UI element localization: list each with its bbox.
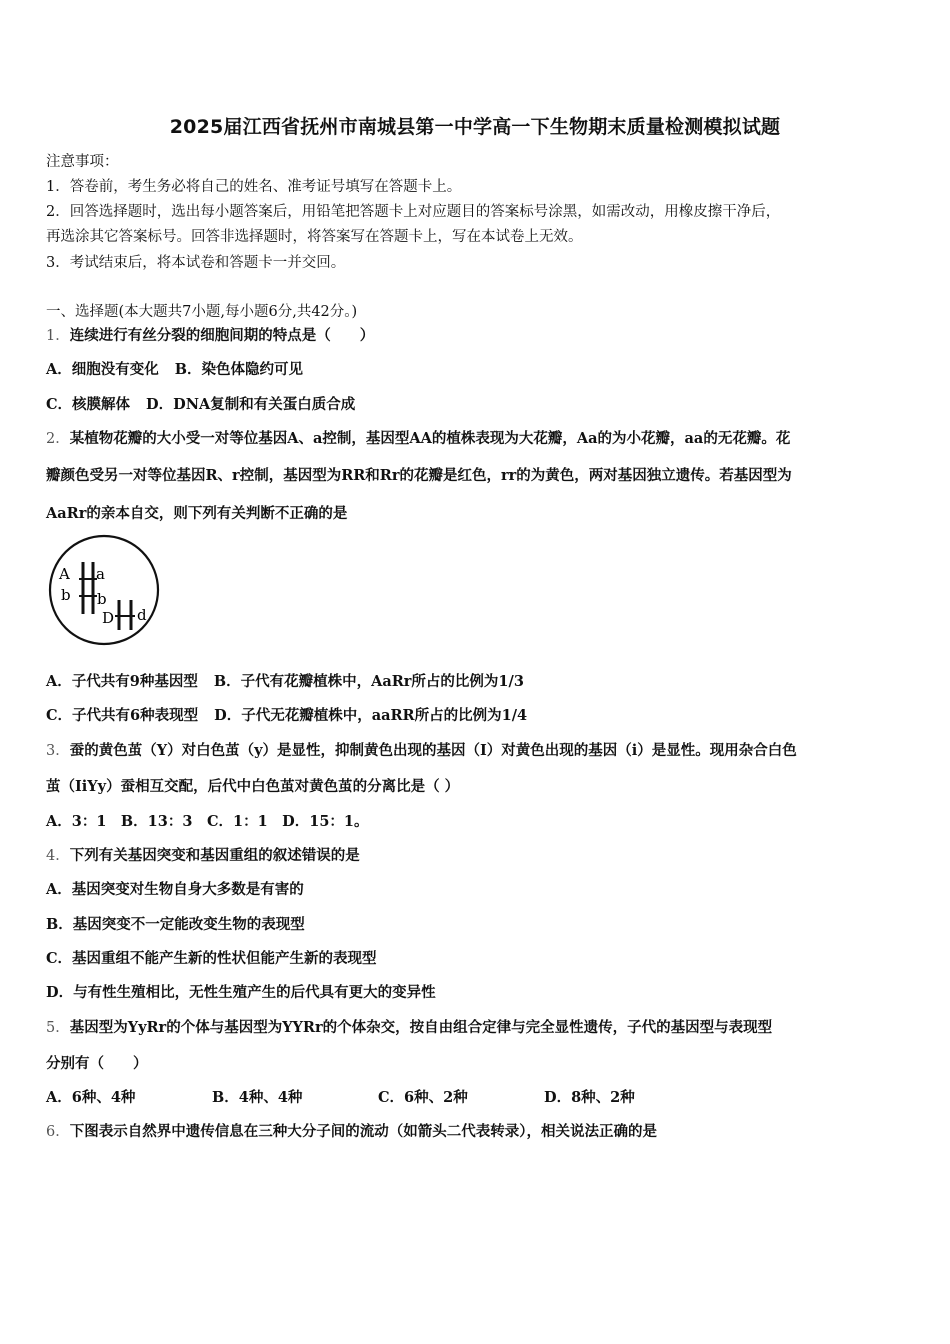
question-5-line-2: 分别有（ ）: [46, 1055, 148, 1072]
question-3: [46, 741, 916, 761]
option-d: D．子代无花瓣植株中，aaRR所占的比例为1/4: [214, 707, 528, 724]
option-b: B．子代有花瓣植株中，AaRr所占的比例为1/3: [213, 673, 524, 690]
question-3-line-2: 茧（IiYy）蚕相互交配，后代中白色茧对黄色茧的分离比是（ ）: [46, 778, 460, 795]
question-text: 下列有关基因突变和基因重组的叙述错误的是: [69, 847, 360, 864]
option-b: B．4种、4种: [212, 1089, 303, 1106]
question-2: [46, 429, 916, 449]
question-text-line-1: 某植物花瓣的大小受一对等位基因A、a控制，基因型AA的植株表现为大花瓣，Aa的为小花瓣，aa的无花瓣。花: [69, 430, 791, 447]
gene-label-a: a: [96, 565, 105, 583]
question-number: 6．: [46, 1124, 70, 1140]
question-number: 5．: [46, 1020, 70, 1036]
notice-item-1: 1．答卷前，考生务必将自己的姓名、准考证号填写在答题卡上。: [46, 179, 462, 195]
question-4-option-c: C．基因重组不能产生新的性状但能产生新的表现型: [46, 950, 377, 967]
question-number: 1．: [46, 328, 70, 344]
option-b: B．染色体隐约可见: [174, 361, 304, 378]
question-2-line-2: 瓣颜色受另一对等位基因R、r控制，基因型为RR和Rr的花瓣是红色，rr的为黄色，两对基因独立遗传。若基因型为: [46, 467, 792, 484]
question-text: 下图表示自然界中遗传信息在三种大分子间的流动（如箭头二代表转录），相关说法正确的是: [69, 1123, 657, 1140]
question-4-option-d: D．与有性生殖相比，无性生殖产生的后代具有更大的变异性: [46, 984, 436, 1001]
question-5-options: [46, 1088, 916, 1108]
option-c: C．子代共有6种表现型: [46, 707, 199, 724]
chromosome-diagram: [46, 534, 164, 646]
question-2-options-row-1: [46, 672, 916, 692]
page-title: 2025届江西省抚州市南城县第一中学高一下生物期末质量检测模拟试题: [169, 116, 781, 138]
question-4-option-a: A．基因突变对生物自身大多数是有害的: [46, 881, 304, 898]
notice-item-2-cont: 再选涂其它答案标号。回答非选择题时，将答案写在答题卡上，写在本试卷上无效。: [46, 229, 583, 245]
gene-label-b: b: [61, 586, 71, 604]
option-c: C．核膜解体: [46, 396, 131, 413]
question-1-options-row-1: [46, 360, 916, 380]
question-number: 3．: [46, 743, 70, 759]
question-3-options: A．3：1 B．13：3 C．1：1 D．15：1。: [46, 813, 369, 830]
question-6: [46, 1122, 916, 1142]
notice-item-2: 2．回答选择题时，选出每小题答案后，用铅笔把答题卡上对应题目的答案标号涂黑，如需改动，用橡皮擦干净后，: [46, 204, 781, 220]
option-a: A．6种、4种: [46, 1089, 136, 1106]
gene-label-D: D: [102, 609, 115, 627]
option-a: A．细胞没有变化: [46, 361, 159, 378]
gene-label-d: d: [137, 606, 147, 624]
option-c: C．6种、2种: [378, 1089, 468, 1106]
option-d: D．8种、2种: [544, 1089, 635, 1106]
gene-label-b: b: [97, 590, 107, 608]
section-heading: 一、选择题(本大题共7小题,每小题6分,共42分。): [46, 304, 358, 320]
question-number: 4．: [46, 848, 70, 864]
question-1-options-row-2: [46, 395, 916, 415]
question-4-option-b: B．基因突变不一定能改变生物的表现型: [46, 916, 305, 933]
notice-item-3: 3．考试结束后，将本试卷和答题卡一并交回。: [46, 255, 346, 271]
question-2-line-3: AaRr的亲本自交，则下列有关判断不正确的是: [46, 505, 348, 522]
question-text-line-1: 基因型为YyRr的个体与基因型为YYRr的个体杂交，按自由组合定律与完全显性遗传，子代的基因型与表现型: [69, 1019, 773, 1036]
notice-heading: 注意事项：: [46, 154, 119, 170]
gene-label-A: A: [59, 565, 70, 583]
question-1: [46, 326, 916, 346]
option-a: A．子代共有9种基因型: [46, 673, 198, 690]
question-4: [46, 846, 916, 866]
option-d: D．DNA复制和有关蛋白质合成: [146, 396, 356, 413]
question-5: [46, 1018, 916, 1038]
question-text: 连续进行有丝分裂的细胞间期的特点是（ ）: [69, 327, 375, 344]
question-2-options-row-2: [46, 706, 916, 726]
question-text-line-1: 蚕的黄色茧（Y）对白色茧（y）是显性，抑制黄色出现的基因（I）对黄色出现的基因（i）是显性。现用杂合白色: [69, 742, 797, 759]
question-number: 2．: [46, 431, 70, 447]
